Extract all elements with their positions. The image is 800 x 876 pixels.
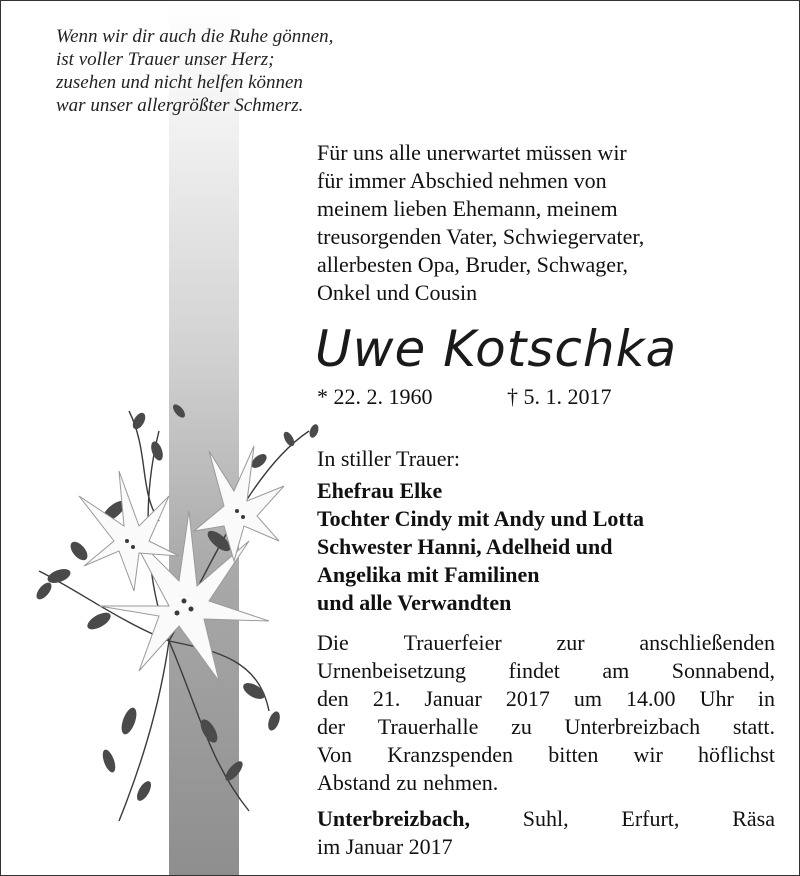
intro-text [317,139,737,307]
mourning-label: In stiller Trauer: [317,446,460,471]
word: Unterbreizbach [564,714,701,739]
word: der [317,714,346,739]
word: nehmen. [423,770,499,795]
mourner-line: Angelika mit Familinen [317,562,540,587]
birth-date: * 22. 2. 1960 [317,384,433,409]
poem [56,25,416,117]
word: statt. [732,714,775,739]
intro-line: meinem lieben Ehemann, meinem [317,196,618,221]
funeral-line [317,741,775,769]
mourner-line: und alle Verwandten [317,590,512,615]
word: den [317,686,349,711]
place-line [317,805,775,833]
town: Suhl, [522,806,569,831]
word: in [757,686,775,711]
word: um [573,686,602,711]
intro-line: treusorgenden Vater, Schwiegervater, [317,224,645,249]
word: Trauerhalle [377,714,479,739]
word: Trauerfeier [403,630,502,655]
word: Von [317,742,353,767]
intro-line: für immer Abschied nehmen von [317,168,607,193]
poem-line: ist voller Trauer unser Herz; [56,49,275,70]
word: Sonnabend, [671,658,775,683]
intro-line: allerbesten Opa, Bruder, Schwager, [317,252,629,277]
lily-bouquet-image [19,391,339,831]
word: Kranzspenden [387,742,514,767]
notice-date: im Januar 2017 [317,834,453,859]
word: Abstand [317,770,391,795]
place-and-date [317,805,775,861]
town: Erfurt, [621,806,680,831]
death-date: † 5. 1. 2017 [507,384,612,409]
town: Räsa [732,806,775,831]
deceased-name: Uwe Kotschka [315,320,678,378]
word: Uhr [699,686,734,711]
word: zur [556,630,585,655]
mourners-list [317,477,777,617]
funeral-line [317,685,775,713]
word: 14.00 [626,686,676,711]
poem-line: Wenn wir dir auch die Ruhe gönnen, [56,26,334,47]
main-town: Unterbreizbach, [317,806,470,831]
word: höflichst [697,742,775,767]
word: Die [317,630,349,655]
word: wir [633,742,663,767]
word: Urnenbeisetzung [317,658,467,683]
life-dates [317,383,757,411]
mourner-line: Schwester Hanni, Adelheid und [317,534,613,559]
mourner-line: Tochter Cindy mit Andy und Lotta [317,506,645,531]
intro-line: Für uns alle unerwartet müssen wir [317,140,627,165]
funeral-line [317,713,775,741]
mourner-line: Ehefrau Elke [317,478,443,503]
poem-line: zusehen und nicht helfen können [56,72,303,93]
funeral-line [317,629,775,657]
funeral-line [317,657,775,685]
funeral-line [317,769,775,797]
word: 2017 [505,686,550,711]
word: zu [396,770,418,795]
word: am [602,658,630,683]
word: bitten [548,742,599,767]
word: zu [511,714,532,739]
word: findet [508,658,560,683]
word: 21. [372,686,401,711]
poem-line: war unser allergrößter Schmerz. [56,95,304,116]
word: Januar [424,686,482,711]
intro-line: Onkel und Cousin [317,280,478,305]
word: anschließenden [639,630,775,655]
funeral-details [317,629,775,797]
